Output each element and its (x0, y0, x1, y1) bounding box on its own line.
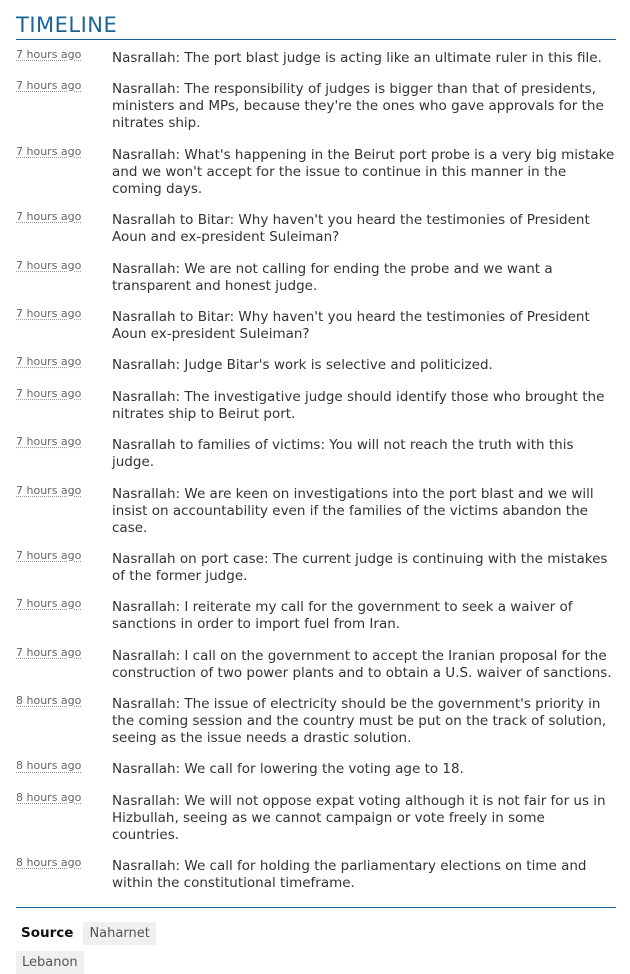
entry-text: Nasrallah: The investigative judge should identify those who brought the nitrates ship to Beirut port. (112, 388, 605, 422)
entry-timestamp[interactable]: 7 hours ago (16, 483, 82, 497)
timeline-widget (16, 11, 616, 974)
entry-text: Nasrallah: What's happening in the Beirut port probe is a very big mistake and we won't accept for the issue to continue in this manner in the coming days. (112, 146, 615, 197)
entry-text: Nasrallah: I reiterate my call for the government to seek a waiver of sanctions in order to import fuel from Iran. (112, 599, 573, 633)
entry-timestamp[interactable]: 7 hours ago (16, 79, 82, 93)
timeline-entry (16, 599, 616, 633)
entry-timestamp[interactable]: 7 hours ago (16, 144, 82, 158)
entry-text: Nasrallah: I call on the government to accept the Iranian proposal for the construction of two power plants and to obtain a U.S. waiver of sanctions. (112, 647, 612, 681)
entry-timestamp[interactable]: 7 hours ago (16, 645, 82, 659)
entry-timestamp[interactable]: 7 hours ago (16, 435, 82, 449)
timeline-entry (16, 144, 616, 198)
entry-text: Nasrallah: We call for holding the parliamentary elections on time and within the constitutional timeframe. (112, 858, 587, 892)
timeline-entry (16, 761, 616, 778)
timeline-entry (16, 212, 616, 246)
entry-timestamp[interactable]: 7 hours ago (16, 597, 82, 611)
entry-timestamp[interactable]: 8 hours ago (16, 759, 82, 773)
tag-area (21, 922, 616, 974)
entry-timestamp[interactable]: 7 hours ago (16, 306, 82, 320)
entry-timestamp[interactable]: 7 hours ago (16, 258, 82, 272)
entry-timestamp[interactable]: 7 hours ago (16, 548, 82, 562)
entry-timestamp[interactable]: 8 hours ago (16, 856, 82, 870)
timeline-entry (16, 858, 616, 892)
timeline-entry (16, 790, 616, 844)
entry-timestamp[interactable]: 7 hours ago (16, 210, 82, 224)
entry-text: Nasrallah: We are not calling for ending the probe and we want a transparent and honest judge. (112, 260, 553, 294)
entry-text: Nasrallah to families of victims: You will not reach the truth with this judge. (112, 437, 574, 471)
entry-text: Nasrallah: We are keen on investigations into the port blast and we will insist on accountability even if the families of the victims abandon the case. (112, 485, 594, 536)
entry-text: Nasrallah: The port blast judge is acting like an ultimate ruler in this file. (112, 50, 602, 66)
timeline-entry (16, 357, 616, 374)
timeline-entry (16, 437, 616, 471)
timeline-entry (16, 696, 616, 747)
category-tag-lebanon[interactable]: Lebanon (16, 951, 84, 974)
entry-timestamp[interactable]: 7 hours ago (16, 48, 82, 61)
timeline-entry (16, 483, 616, 537)
entry-text: Nasrallah: The issue of electricity should be the government's priority in the coming session and the country must be put on the track of solution, seeing as the issue needs a drastic solution. (112, 696, 607, 747)
timeline-entry (16, 386, 616, 423)
title-divider (16, 39, 616, 40)
timeline-title: TIMELINE (16, 13, 118, 37)
timeline-list (16, 50, 616, 892)
timeline-entry (16, 306, 616, 343)
timeline-entry (16, 645, 616, 682)
timeline-entry (16, 50, 616, 67)
entry-text: Nasrallah: We call for lowering the voting age to 18. (112, 761, 464, 778)
timeline-entry (16, 548, 616, 585)
entry-timestamp[interactable]: 7 hours ago (16, 355, 82, 369)
entry-text: Nasrallah: The responsibility of judges is bigger than that of presidents, ministers and MPs, because they're the ones who gave approvals for the nitrates ship. (112, 81, 604, 132)
source-label: Source (21, 925, 74, 942)
timeline-entry (16, 81, 616, 132)
source-row (21, 922, 616, 945)
entry-timestamp[interactable]: 8 hours ago (16, 694, 82, 708)
entry-text: Nasrallah: We will not oppose expat voting although it is not fair for us in Hizbullah, seeing as we cannot campaign or vote freely in some countries. (112, 792, 606, 843)
source-tag-naharnet[interactable]: Naharnet (83, 922, 155, 945)
entry-text: Nasrallah to Bitar: Why haven't you heard the testimonies of President Aoun and ex-president Suleiman? (112, 212, 590, 246)
entry-text: Nasrallah on port case: The current judge is continuing with the mistakes of the former judge. (112, 550, 608, 584)
entry-timestamp[interactable]: 7 hours ago (16, 386, 82, 400)
entry-text: Nasrallah: Judge Bitar's work is selective and politicized. (112, 357, 493, 374)
category-row (21, 951, 616, 974)
entry-timestamp[interactable]: 8 hours ago (16, 790, 82, 804)
timeline-entry (16, 258, 616, 295)
bottom-divider (16, 907, 616, 908)
entry-text: Nasrallah to Bitar: Why haven't you heard the testimonies of President Aoun ex-president Suleiman? (112, 308, 590, 342)
